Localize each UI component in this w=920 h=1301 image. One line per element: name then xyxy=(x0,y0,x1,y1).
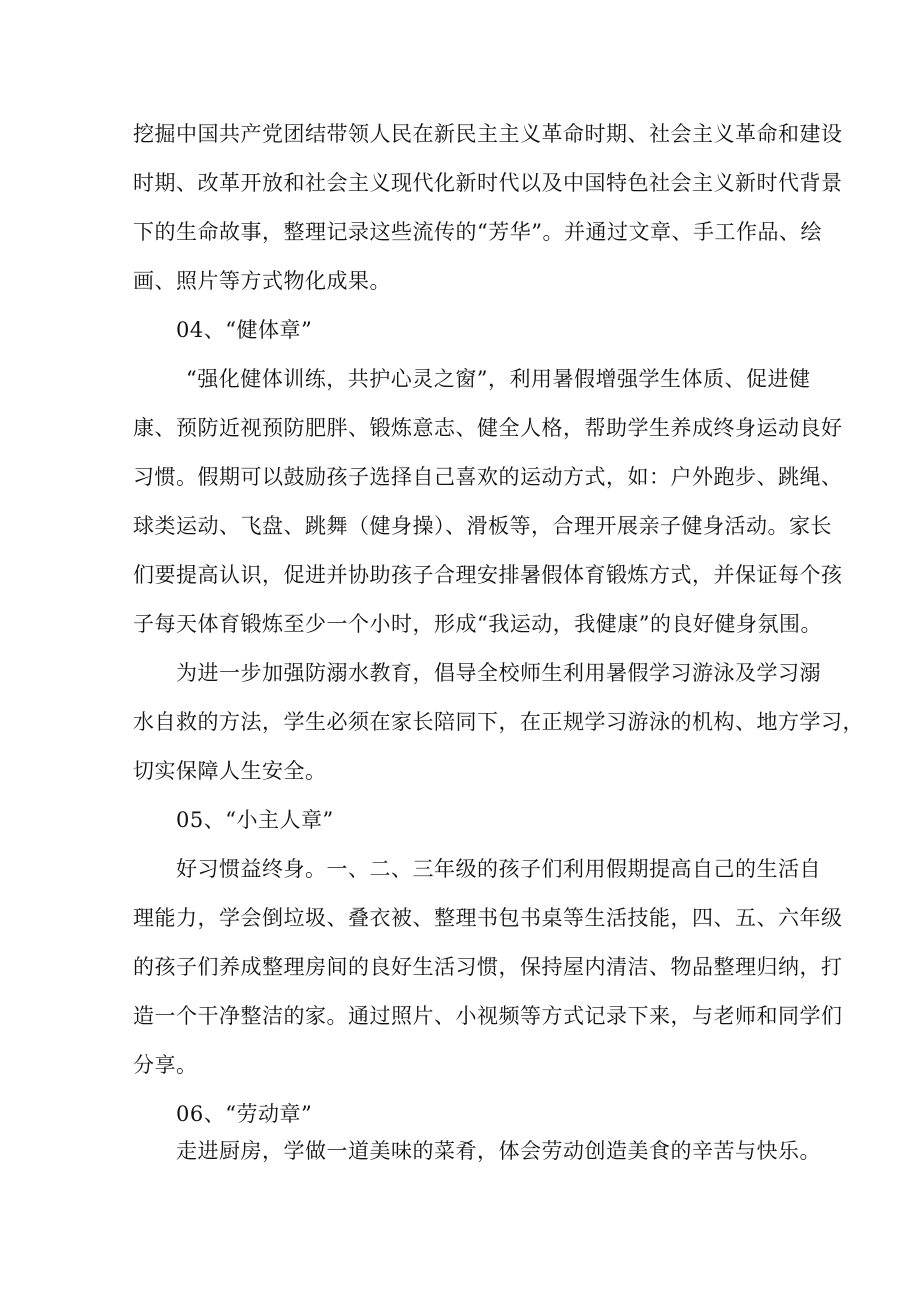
paragraph-line: 球类运动、飞盘、跳舞（健身操）、滑板等，合理开展亲子健身活动。家长 xyxy=(133,514,832,538)
paragraph-line: 造一个干净整洁的家。通过照片、小视频等方式记录下来，与老师和同学们 xyxy=(133,1004,843,1028)
paragraph-line: 理能力，学会倒垃圾、叠衣被、整理书包书桌等生活技能，四、五、六年级 xyxy=(133,906,843,930)
paragraph-line: 时期、改革开放和社会主义现代化新时代以及中国特色社会主义新时代背景 xyxy=(133,171,843,195)
paragraph-line: 挖掘中国共产党团结带领人民在新民主主义革命时期、社会主义革命和建设 xyxy=(133,122,843,146)
paragraph-line: 切实保障人生安全。 xyxy=(133,759,327,783)
section-heading-05: 05、“小主人章” xyxy=(176,808,334,832)
paragraph-line: 水自救的方法，学生必须在家长陪同下，在正规学习游泳的机构、地方学习， xyxy=(133,710,864,734)
paragraph-line: 们要提高认识，促进并协助孩子合理安排暑假体育锻炼方式，并保证每个孩 xyxy=(133,563,843,587)
paragraph-line: 好习惯益终身。一、二、三年级的孩子们利用假期提高自己的生活自 xyxy=(176,857,821,881)
paragraph-line: “强化健体训练，共护心灵之窗”，利用暑假增强学生体质、促进健 xyxy=(186,367,811,391)
paragraph-line: 分享。 xyxy=(133,1053,198,1077)
paragraph-line: 习惯。假期可以鼓励孩子选择自己喜欢的运动方式，如：户外跑步、跳绳、 xyxy=(133,465,843,489)
section-heading-04: 04、“健体章” xyxy=(176,318,313,342)
paragraph-line: 的孩子们养成整理房间的良好生活习惯，保持屋内清洁、物品整理归纳，打 xyxy=(133,955,843,979)
section-heading-06: 06、“劳动章” xyxy=(176,1102,313,1126)
paragraph-line: 为进一步加强防溺水教育，倡导全校师生利用暑假学习游泳及学习溺 xyxy=(176,661,821,685)
paragraph-line: 画、照片等方式物化成果。 xyxy=(133,269,391,293)
paragraph-line: 子每天体育锻炼至少一个小时，形成“我运动，我健康”的良好健身氛围。 xyxy=(133,612,822,636)
paragraph-line: 下的生命故事，整理记录这些流传的“芳华”。并通过文章、手工作品、绘 xyxy=(133,220,822,244)
paragraph-line: 走进厨房，学做一道美味的菜肴，体会劳动创造美食的辛苦与快乐。 xyxy=(176,1139,821,1163)
paragraph-line: 康、预防近视预防肥胖、锻炼意志、健全人格，帮助学生养成终身运动良好 xyxy=(133,416,843,440)
